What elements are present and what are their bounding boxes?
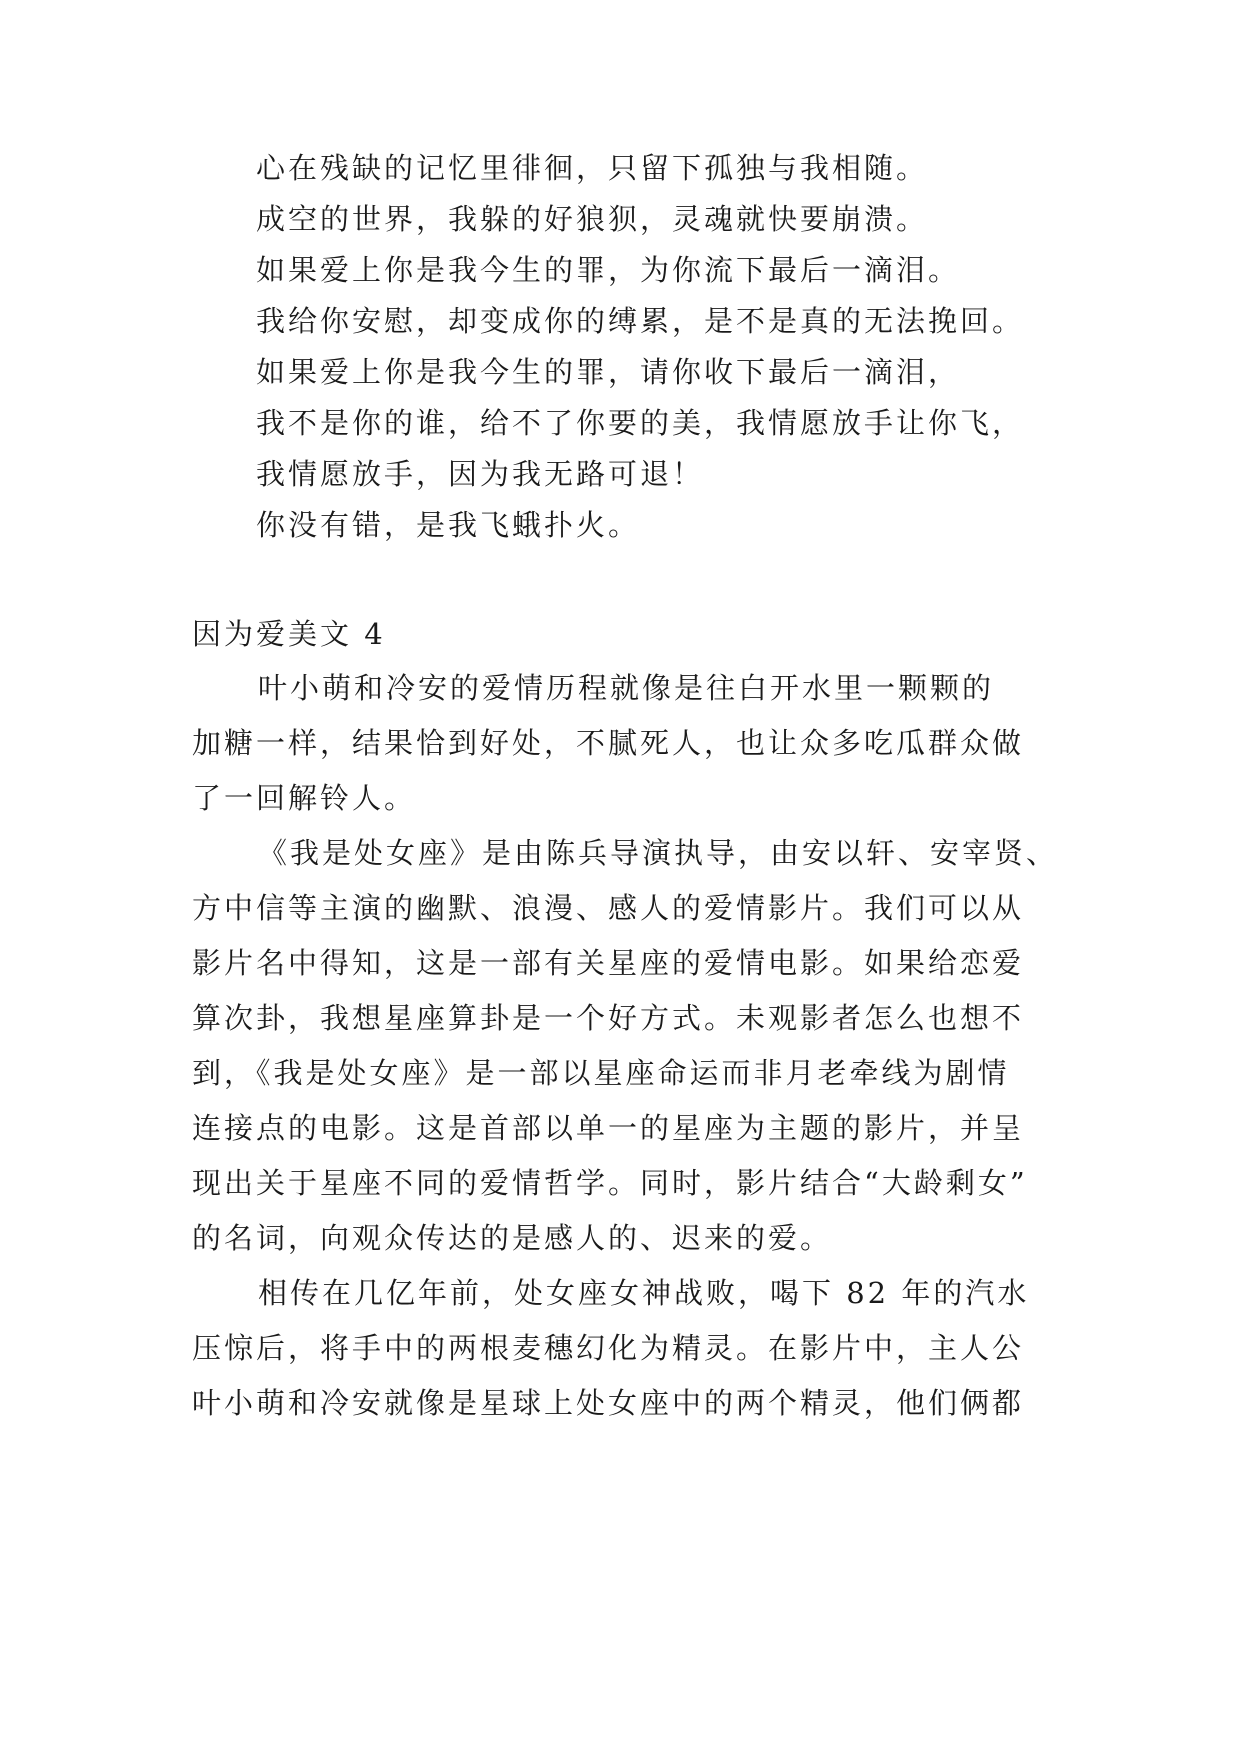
paragraph-line: 叶小萌和冷安就像是星球上处女座中的两个精灵，他们俩都 [192, 1386, 1025, 1420]
poem-line: 如果爱上你是我今生的罪，为你流下最后一滴泪。 [256, 253, 961, 287]
paragraph-line: 连接点的电影。这是首部以单一的星座为主题的影片，并呈 [192, 1111, 1025, 1145]
paragraph-line: 加糖一样，结果恰到好处，不腻死人，也让众多吃瓜群众做 [192, 726, 1025, 760]
poem-line: 我不是你的谁，给不了你要的美，我情愿放手让你飞， [256, 406, 1025, 440]
paragraph-line: 算次卦，我想星座算卦是一个好方式。未观影者怎么也想不 [192, 1001, 1025, 1035]
poem-line: 如果爱上你是我今生的罪，请你收下最后一滴泪， [256, 355, 961, 389]
paragraph-line: 方中信等主演的幽默、浪漫、感人的爱情影片。我们可以从 [192, 891, 1025, 925]
paragraph-line: 的名词，向观众传达的是感人的、迟来的爱。 [192, 1221, 833, 1255]
paragraph-line: 到，《我是处女座》是一部以星座命运而非月老牵线为剧情 [192, 1056, 1010, 1090]
paragraph-line: 压惊后，将手中的两根麦穗幻化为精灵。在影片中，主人公 [192, 1331, 1025, 1365]
poem-line: 心在残缺的记忆里徘徊，只留下孤独与我相随。 [256, 151, 929, 185]
paragraph-line: 相传在几亿年前，处女座女神战败，喝下 82 年的汽水 [258, 1276, 1030, 1310]
section-heading: 因为爱美文 4 [192, 617, 386, 651]
paragraph-line: 现出关于星座不同的爱情哲学。同时，影片结合“大龄剩女” [192, 1166, 1028, 1200]
paragraph-line: 《我是处女座》是由陈兵导演执导，由安以轩、安宰贤、 [258, 836, 1059, 870]
paragraph-line: 了一回解铃人。 [192, 781, 417, 815]
poem-line: 我情愿放手，因为我无路可退！ [256, 457, 705, 491]
poem-line: 我给你安慰，却变成你的缚累，是不是真的无法挽回。 [256, 304, 1025, 338]
poem-line: 你没有错，是我飞蛾扑火。 [256, 508, 641, 542]
paragraph-line: 影片名中得知，这是一部有关星座的爱情电影。如果给恋爱 [192, 946, 1025, 980]
paragraph-line: 叶小萌和冷安的爱情历程就像是往白开水里一颗颗的 [258, 671, 995, 705]
poem-line: 成空的世界，我躲的好狼狈，灵魂就快要崩溃。 [256, 202, 929, 236]
